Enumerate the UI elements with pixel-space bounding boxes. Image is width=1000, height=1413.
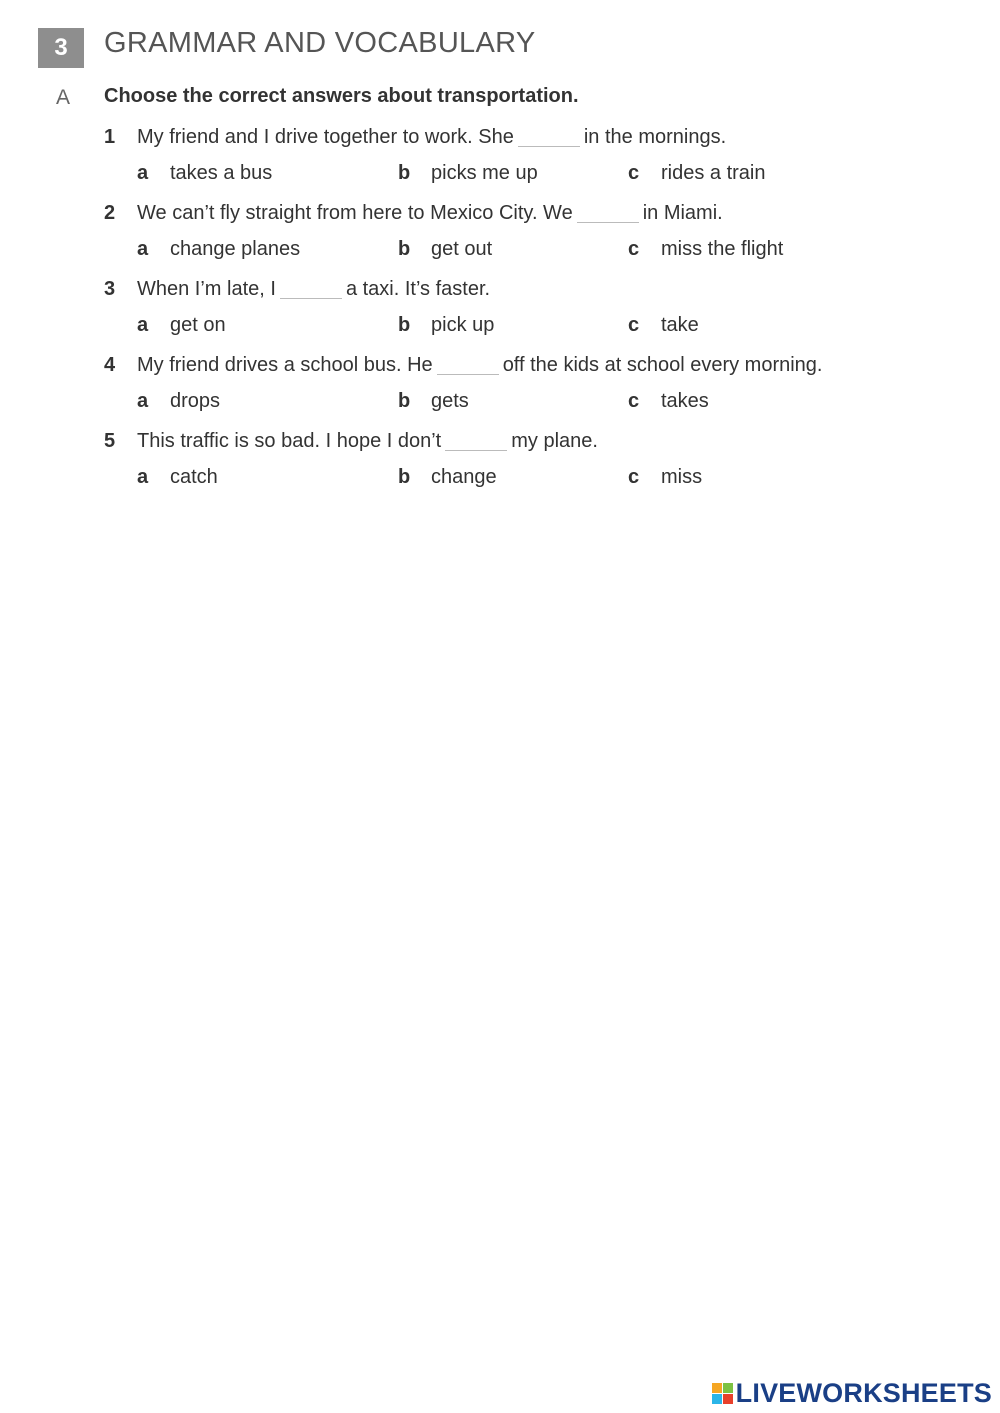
option-letter: c (628, 313, 640, 336)
option-a[interactable] (137, 462, 218, 492)
option-letter: b (398, 237, 411, 260)
option-letter: c (628, 465, 640, 488)
question-text (104, 198, 723, 228)
question-stem-after: in the mornings. (583, 125, 727, 148)
logo-square (723, 1394, 733, 1404)
option-letter: a (137, 161, 149, 184)
question-5 (104, 422, 964, 498)
option-text: takes a bus (170, 161, 273, 184)
answer-blank[interactable] (437, 356, 499, 375)
question-number: 5 (104, 429, 116, 452)
option-c[interactable] (628, 386, 709, 416)
option-text: catch (170, 465, 218, 488)
option-a[interactable] (137, 310, 226, 340)
answer-blank[interactable] (280, 280, 342, 299)
question-stem-after: in Miami. (642, 201, 723, 224)
option-text: pick up (431, 313, 495, 336)
question-1 (104, 118, 964, 194)
question-stem-after: off the kids at school every morning. (502, 353, 823, 376)
question-number: 3 (104, 277, 116, 300)
option-letter: a (137, 313, 149, 336)
logo-square (712, 1383, 722, 1393)
question-text (104, 426, 598, 456)
question-number: 2 (104, 201, 116, 224)
option-letter: c (628, 389, 640, 412)
question-stem-before: My friend drives a school bus. He (137, 353, 433, 376)
option-text: miss (661, 465, 703, 488)
logo-square (712, 1394, 722, 1404)
option-row (104, 234, 964, 264)
option-row (104, 310, 964, 340)
option-b[interactable] (398, 462, 497, 492)
option-letter: a (137, 465, 149, 488)
answer-blank[interactable] (445, 432, 507, 451)
option-text: drops (170, 389, 221, 412)
question-text (104, 274, 490, 304)
option-row (104, 158, 964, 188)
option-text: get out (431, 237, 493, 260)
exercise-instruction: Choose the correct answers about transportation. (104, 85, 579, 107)
question-stem-before: This traffic is so bad. I hope I don’t (137, 429, 442, 452)
question-text (104, 350, 822, 380)
option-row (104, 462, 964, 492)
question-text (104, 122, 726, 152)
option-text: miss the flight (661, 237, 784, 260)
option-row (104, 386, 964, 416)
option-letter: a (137, 389, 149, 412)
option-letter: b (398, 313, 411, 336)
question-stem-after: my plane. (511, 429, 598, 452)
option-letter: c (628, 161, 640, 184)
option-text: take (661, 313, 699, 336)
option-text: change planes (170, 237, 301, 260)
question-stem-before: When I’m late, I (137, 277, 276, 300)
question-list (104, 118, 964, 498)
answer-blank[interactable] (518, 128, 580, 147)
answer-blank[interactable] (577, 204, 639, 223)
logo-mark-icon (712, 1383, 733, 1404)
question-stem-after: a taxi. It’s faster. (345, 277, 491, 300)
question-number: 1 (104, 125, 116, 148)
section-title: GRAMMAR AND VOCABULARY (104, 27, 536, 59)
logo-square (723, 1383, 733, 1393)
option-b[interactable] (398, 386, 469, 416)
option-c[interactable] (628, 234, 783, 264)
option-text: picks me up (431, 161, 538, 184)
exercise-letter: A (56, 86, 71, 109)
option-letter: b (398, 465, 411, 488)
section-number-badge: 3 (38, 28, 84, 68)
logo-text: LIVEWORKSHEETS (735, 1378, 992, 1408)
option-text: change (431, 465, 497, 488)
question-stem-before: My friend and I drive together to work. She (137, 125, 514, 148)
option-text: rides a train (661, 161, 766, 184)
question-2 (104, 194, 964, 270)
liveworksheets-logo[interactable] (712, 1378, 992, 1409)
option-a[interactable] (137, 158, 272, 188)
option-b[interactable] (398, 234, 492, 264)
option-text: gets (431, 389, 469, 412)
option-b[interactable] (398, 310, 494, 340)
question-number: 4 (104, 353, 116, 376)
option-a[interactable] (137, 234, 300, 264)
question-4 (104, 346, 964, 422)
option-letter: a (137, 237, 149, 260)
option-letter: b (398, 161, 411, 184)
option-a[interactable] (137, 386, 220, 416)
option-c[interactable] (628, 462, 702, 492)
option-letter: b (398, 389, 411, 412)
option-text: takes (661, 389, 709, 412)
question-3 (104, 270, 964, 346)
option-b[interactable] (398, 158, 538, 188)
option-c[interactable] (628, 158, 766, 188)
option-letter: c (628, 237, 640, 260)
question-stem-before: We can’t fly straight from here to Mexico City. We (137, 201, 573, 224)
option-text: get on (170, 313, 226, 336)
option-c[interactable] (628, 310, 699, 340)
